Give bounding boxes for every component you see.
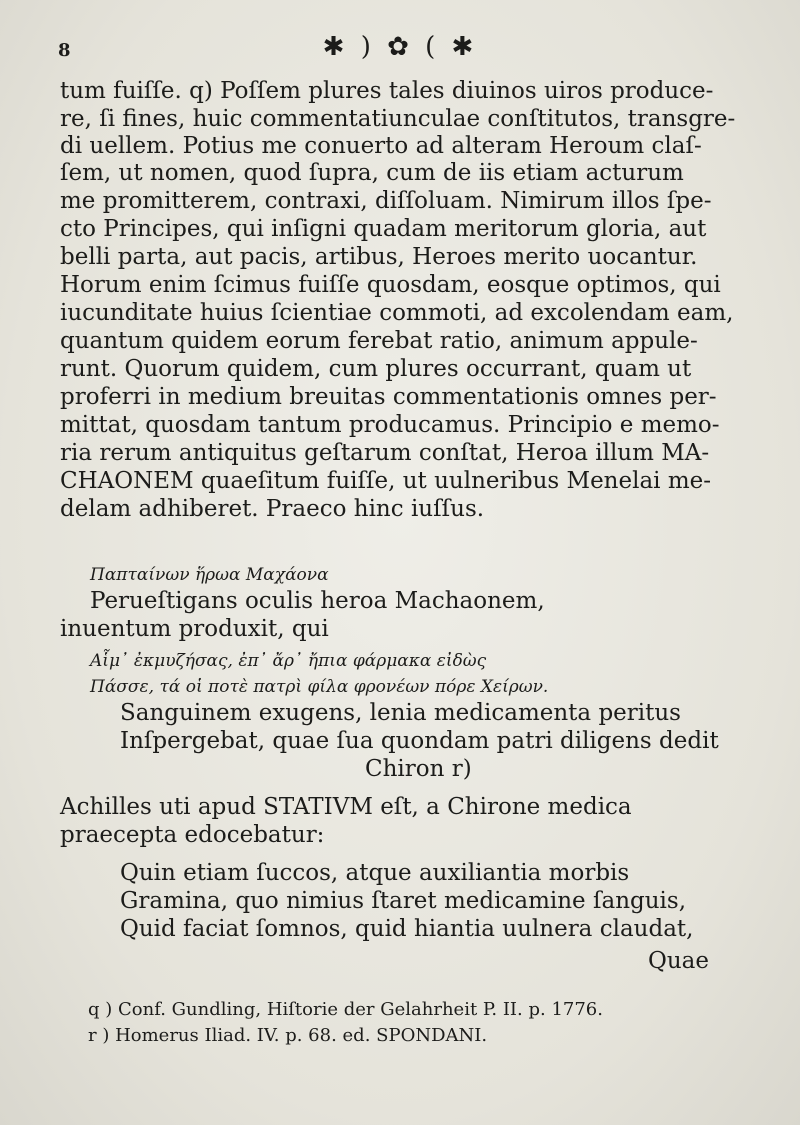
verse-line: Quin etiam ſuccos, atque auxiliantia morbis — [120, 860, 630, 886]
body-line: delam adhiberet. Praeco hinc iuſſus. — [60, 496, 485, 522]
body-line: proferri in medium breuitas commentationis omnes per- — [60, 384, 717, 410]
greek-quote-line: Αἷμ᾽ ἐκμυζήσας, ἐπ᾽ ἄρ᾽ ἤπια φάρμακα εἰδὼς — [90, 651, 487, 671]
greek-quote-line: Πάσσε, τά οἱ ποτὲ πατρὶ φίλα φρονέων πόρε Χείρων. — [90, 677, 549, 697]
body-line: CHAONEM quaeſitum fuiſſe, ut uulneribus Menelai me- — [60, 468, 712, 494]
body-line: belli parta, aut pacis, artibus, Heroes merito uocantur. — [60, 244, 698, 270]
header-ornament: ✱ ) ✿ ( ✱ — [322, 32, 478, 62]
verse-line: Sanguinem exugens, lenia medicamenta peritus — [120, 700, 681, 726]
catchword: Quae — [648, 948, 709, 974]
body-line: mittat, quosdam tantum producamus. Principio e memo- — [60, 412, 720, 438]
body-line: quantum quidem eorum ferebat ratio, animum appule- — [60, 328, 698, 354]
body-line: tum fuiſſe. q) Poſſem plures tales diuinos uiros produce- — [60, 78, 714, 104]
verse-line: Gramina, quo nimius ſtaret medicamine ſanguis, — [120, 888, 687, 914]
greek-quote-line: Παπταίνων ἥρωα Μαχάονα — [90, 565, 329, 585]
body-line: Achilles uti apud STATIVM eſt, a Chirone medica — [60, 794, 632, 820]
body-line: me promitterem, contraxi, diſſoluam. Nimirum illos ſpe- — [60, 188, 712, 214]
verse-line: Perueſtigans oculis heroa Machaonem, — [90, 588, 545, 614]
body-line: praecepta edocebatur: — [60, 822, 325, 848]
body-line: di uellem. Potius me conuerto ad alteram Heroum claſ- — [60, 133, 702, 159]
body-line: cto Principes, qui inſigni quadam meritorum gloria, aut — [60, 216, 707, 242]
body-line: ria rerum antiquitus geſtarum conſtat, Heroa illum MA- — [60, 440, 710, 466]
verse-line: Quid faciat ſomnos, quid hiantia uulnera claudat, — [120, 916, 694, 942]
footnote: r ) Homerus Iliad. IV. p. 68. ed. SPONDANI. — [88, 1025, 488, 1046]
verse-line: Chiron r) — [365, 756, 472, 782]
body-line: iucunditate huius ſcientiae commoti, ad excolendam eam, — [60, 300, 734, 326]
footnote: q ) Conf. Gundling, Hiſtorie der Gelahrheit P. II. p. 1776. — [88, 999, 603, 1020]
body-line: re, ſi fines, huic commentatiunculae conſtitutos, transgre- — [60, 106, 736, 132]
body-line: runt. Quorum quidem, cum plures occurrant, quam ut — [60, 356, 692, 382]
body-line: ſem, ut nomen, quod ſupra, cum de iis etiam acturum — [60, 160, 684, 186]
verse-line: Inſpergebat, quae ſua quondam patri diligens dedit — [120, 728, 719, 754]
page-number: 8 — [58, 40, 71, 61]
body-line: Horum enim ſcimus fuiſſe quosdam, eosque optimos, qui — [60, 272, 721, 298]
body-line: inuentum produxit, qui — [60, 616, 329, 642]
